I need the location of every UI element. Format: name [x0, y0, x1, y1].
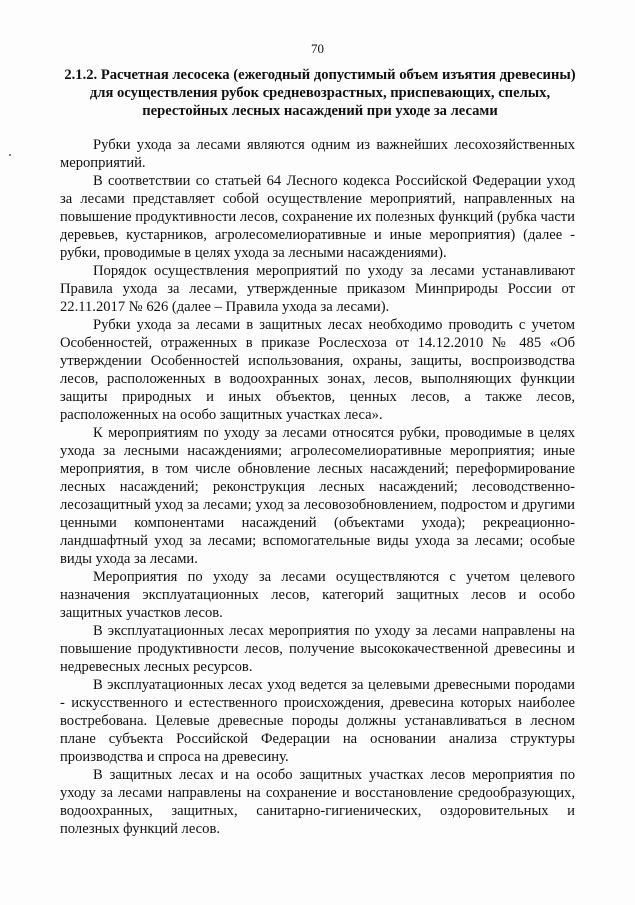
paragraph: В соответствии со статьей 64 Лесного кодекса Российской Федерации уход за лесами представляет собой осуществление мероприятий, направленных на повышение продуктивности лесов, сохранение их полезных функций (рубка части деревьев, кустарников, агролесомелиоративные и иные мероприятия) (далее - рубки, проводимые в целях ухода за лесными насаждениями).	[60, 173, 575, 261]
paragraph: В эксплуатационных лесах мероприятия по уходу за лесами направлены на повышение продуктивности лесов, получение высококачественной древесины и недревесных лесных ресурсов.	[60, 623, 575, 675]
scan-speck	[9, 154, 11, 156]
paragraph: К мероприятиям по уходу за лесами относятся рубки, проводимые в целях ухода за лесными насаждениями; агролесомелиоративные мероприятия; иные мероприятия, в том числе обновление лесных насаждений; переформирование лесных насаждений; реконструкция лесных насаждений; лесоводственно-лесозащитный уход за лесами; уход за лесовозобновлением, подростом и другими ценными компонентами насаждений (объектами ухода); рекреационно-ландшафтный уход за лесами; вспомогательные виды ухода за лесами; особые виды ухода за лесами.	[60, 425, 575, 567]
section-heading: 2.1.2. Расчетная лесосека (ежегодный допустимый объем изъятия древесины) для осуществления рубок средневозрастных, приспевающих, спелых, перестойных лесных насаждений при уходе за лесами	[64, 67, 576, 119]
paragraph: В эксплуатационных лесах уход ведется за целевыми древесными породами - искусственного и естественного происхождения, древесина которых наиболее востребована. Целевые древесные породы должны устанавливаться в лесном плане субъекта Российской Федерации на основании анализа структуры производства и спроса на древесину.	[60, 677, 575, 765]
paragraph: Мероприятия по уходу за лесами осуществляются с учетом целевого назначения эксплуатационных лесов, категорий защитных лесов и особо защитных участков лесов.	[60, 569, 575, 621]
page-number: 70	[311, 41, 324, 56]
paragraph: В защитных лесах и на особо защитных участках лесов мероприятия по уходу за лесами направлены на сохранение и восстановление средообразующих, водоохранных, защитных, санитарно-гигиенических, оздоровительных и полезных функций лесов.	[60, 767, 575, 837]
paragraph: Рубки ухода за лесами в защитных лесах необходимо проводить с учетом Особенностей, отраженных в приказе Рослесхоза от 14.12.2010 № 485 «Об утверждении Особенностей использования, охраны, защиты, воспроизводства лесов, расположенных в водоохранных зонах, лесов, выполняющих функции защиты природных и иных объектов, ценных лесов, а также лесов, расположенных на особо защитных участках леса».	[60, 317, 575, 423]
paragraph: Порядок осуществления мероприятий по уходу за лесами устанавливают Правила ухода за лесами, утвержденные приказом Минприроды России от 22.11.2017 № 626 (далее – Правила ухода за лесами).	[60, 263, 575, 315]
body-text	[60, 136, 575, 838]
paragraph: Рубки ухода за лесами являются одним из важнейших лесохозяйственных мероприятий.	[60, 137, 575, 171]
